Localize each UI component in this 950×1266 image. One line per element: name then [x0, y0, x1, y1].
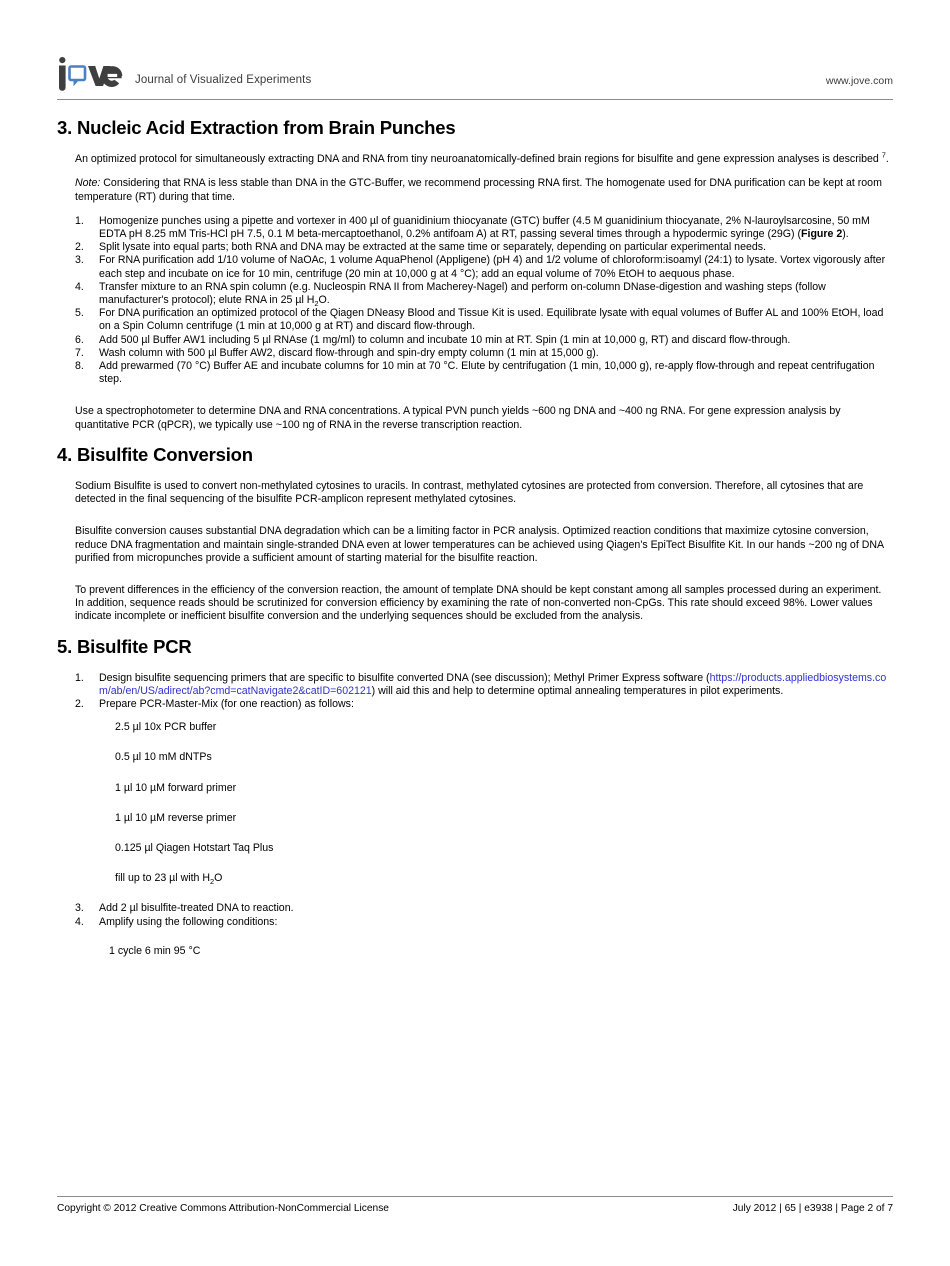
- list-item: [75, 307, 893, 333]
- page-header: [57, 57, 893, 99]
- list-item: 1 µl 10 µM reverse primer: [115, 811, 237, 824]
- jove-logo-icon: [57, 57, 123, 91]
- footer-divider: [57, 1196, 893, 1197]
- journal-name: Journal of Visualized Experiments: [135, 74, 312, 86]
- note-text: Considering that RNA is less stable than DNA in the GTC-Buffer, we recommend processing RNA first. The homogenate used for DNA purification can be kept at room temperature (RT) during that time.: [75, 177, 882, 203]
- section-4-title: 4. Bisulfite Conversion: [57, 443, 253, 465]
- step-text: Add prewarmed (70 °C) Buffer AE and incubate columns for 10 min at 70 °C. Elute by centrifugation (1 min, 10,000 g), re-apply flow-through and repeat centrifugation step.: [99, 359, 875, 386]
- subscript: 2: [210, 877, 215, 887]
- step-text: For RNA purification add 1/10 volume of NaOAc, 1 volume AquaPhenol (Appligene) (pH 4) and 1/2 volume of chloroform:isoamyl (24:1) to lysate. Vortex vigorously after each step and incubate on ice for 10 min, centrifuge (20 min at 10,000 g at 4 °C); add an equal volume of 70% EtOH to aequous phase.: [99, 254, 886, 280]
- reference-superscript: 7: [881, 150, 886, 160]
- list-item: [75, 281, 893, 307]
- step-text: Split lysate into equal parts; both RNA and DNA may be extracted at the same time or separately, depending on particular experimental needs.: [99, 241, 766, 254]
- section-3-title: 3. Nucleic Acid Extraction from Brain Punches: [57, 117, 456, 138]
- list-item: [75, 215, 893, 241]
- section-3-closing: Use a spectrophotometer to determine DNA and RNA concentrations. A typical PVN punch yields ~600 ng DNA and ~400 ng RNA. For gene expression analysis by quantitative PCR (qPCR), we typically use ~100 ng of RNA in the reverse transcription reaction.: [75, 405, 841, 431]
- step-text: For DNA purification an optimized protocol of the Qiagen DNeasy Blood and Tissue Kit is used. Equilibrate lysate with equal volumes of Buffer AL and 100% EtOH, load on a Spin Column centrifuge (1 min at 10,000 g at RT) and discard flow-through.: [99, 307, 884, 333]
- list-item: [75, 672, 893, 698]
- header-divider: [57, 99, 893, 100]
- pcr-master-mix-list: [99, 721, 893, 885]
- list-item: [75, 902, 893, 915]
- document-content: [57, 110, 893, 958]
- step-text-tail: ).: [842, 227, 849, 240]
- section-3-intro: [75, 150, 893, 166]
- step-text: Homogenize punches using a pipette and vortexer in 400 µl of guanidinium thiocyanate (GTC) buffer (4.5 M guanidinium thiocyanate, 2% N-lauroylsarcosine, 50 mM EDTA pH 8.25 mM Tris-HCl pH 7.5, 0.1 M beta-mercaptoethanol, 0.2% antifoam A) at RT, passing several times through a hypodermic syringe (29G) (: [99, 214, 870, 240]
- list-item: [75, 254, 893, 280]
- list-item: [75, 916, 893, 929]
- step-text: Add 2 µl bisulfite-treated DNA to reaction.: [99, 902, 294, 915]
- list-item: [75, 241, 893, 254]
- pcr-cycle-line: 1 cycle 6 min 95 °C: [109, 944, 201, 957]
- list-item: 0.125 µl Qiagen Hotstart Taq Plus: [115, 842, 274, 855]
- intro-text-part2: .: [885, 153, 889, 166]
- mix-text: fill up to 23 µl with H: [115, 872, 211, 885]
- intro-text-part1: An optimized protocol for simultaneously extracting DNA and RNA from tiny neuroanatomically-defined brain regions for bisulfite and gene expression analyses is described: [75, 153, 882, 166]
- jove-logo-block[interactable]: [57, 57, 311, 91]
- page-footer: [57, 1203, 893, 1214]
- list-item: 2.5 µl 10x PCR buffer: [115, 721, 217, 734]
- step-text-tail: O.: [318, 293, 330, 306]
- list-item: [75, 334, 893, 347]
- step-text: Transfer mixture to an RNA spin column (e.g. Nucleospin RNA II from Macherey-Nagel) and perform on-column DNase-digestion and washing steps (follow manufacturer's protocol); elute RNA in 25 µl H: [99, 280, 826, 306]
- paragraph: To prevent differences in the efficiency of the conversion reaction, the amount of template DNA should be kept constant among all samples processed during an experiment. In addition, sequence reads should be scrutinized for conversion efficiency by examining the rate of non-converted non-CpGs. This rate should exceed 98%. Lower values indicate incomplete or inefficient bisulfite conversion and the underlying sequences should be excluded from the analysis.: [75, 583, 882, 623]
- section-bisulfite-pcr: [57, 635, 893, 959]
- step-text: Amplify using the following conditions:: [99, 915, 278, 928]
- issue-page-info: July 2012 | 65 | e3938 | Page 2 of 7: [732, 1203, 893, 1214]
- list-item: [99, 872, 893, 885]
- step-text: Design bisulfite sequencing primers that are specific to bisulfite converted DNA (see discussion); Methyl Primer Express software (: [99, 671, 710, 684]
- paragraph: Bisulfite conversion causes substantial DNA degradation which can be a limiting factor in PCR analysis. Optimized reaction conditions that maximize cytosine conversion, reduce DNA fragmentation and maintain single-stranded DNA even at lower temperatures can be achieved using Qiagen's EpiTect Bisulfite Kit. In our hands ~200 ng of DNA purified from micropunches provide a sufficient amount of starting material for the bisulfite reaction.: [75, 525, 884, 564]
- site-url[interactable]: www.jove.com: [825, 75, 893, 87]
- step-text: Wash column with 500 µl Buffer AW2, discard flow-through and spin-dry empty column (1 min at 15,000 g).: [99, 346, 599, 359]
- list-item: [75, 698, 893, 885]
- list-item: [75, 347, 893, 360]
- paragraph: Sodium Bisulfite is used to convert non-methylated cytosines to uracils. In contrast, methylated cytosines are protected from conversion. Therefore, all cytosines that are detected in the final sequencing of the bisulfite PCR-amplicon represent methylated cytosines.: [75, 479, 864, 506]
- step-text: Prepare PCR-Master-Mix (for one reaction) as follows:: [99, 698, 354, 711]
- step-text-tail: ) will aid this and help to determine optimal annealing temperatures in pilot experiments.: [371, 684, 784, 697]
- step-text: Add 500 µl Buffer AW1 including 5 µl RNAse (1 mg/ml) to column and incubate 10 min at RT. Spin (1 min at 10,000 g, RT) and discard flow-through.: [99, 333, 791, 346]
- pcr-steps-list: [75, 672, 893, 929]
- section-3-note: [75, 177, 893, 203]
- extraction-steps-list: [75, 215, 893, 387]
- methyl-primer-express-link[interactable]: https://products.appliedbiosystems.com/ab/en/US/adirect/ab?cmd=catNavigate2&catID=602121: [99, 671, 887, 697]
- section-bisulfite-conversion: [57, 443, 893, 624]
- note-label: Note:: [75, 177, 101, 190]
- copyright-text: Copyright © 2012 Creative Commons Attribution-NonCommercial License: [57, 1203, 389, 1214]
- mix-text-tail: O: [214, 872, 223, 885]
- section-5-title: 5. Bisulfite PCR: [57, 635, 192, 657]
- list-item: 1 µl 10 µM forward primer: [115, 781, 237, 794]
- list-item: 0.5 µl 10 mM dNTPs: [115, 751, 212, 764]
- section-nucleic-acid-extraction: [57, 116, 893, 432]
- list-item: [75, 360, 893, 386]
- subscript: 2: [314, 299, 319, 309]
- figure-reference[interactable]: Figure 2: [801, 227, 843, 240]
